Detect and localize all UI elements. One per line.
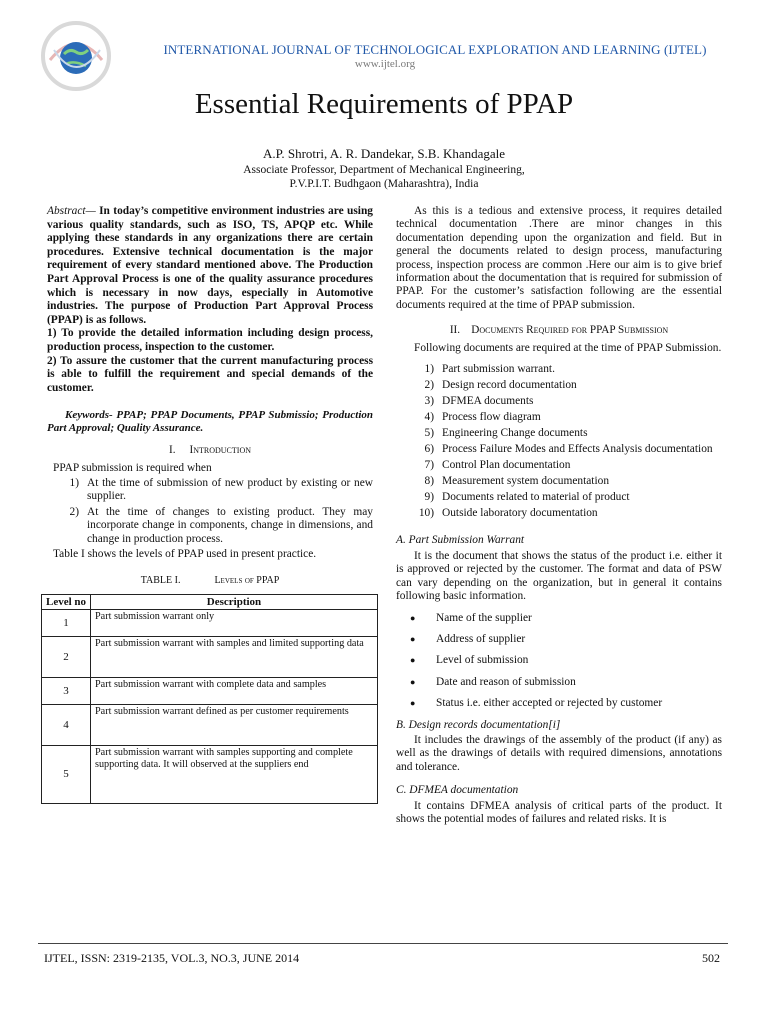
affiliation-line-1: Associate Professor, Department of Mechanical Engineering,	[243, 164, 525, 176]
description-cell: Part submission warrant with samples supporting and complete supporting data. It will observed at the suppliers end	[91, 746, 378, 804]
list-number: 8)	[424, 475, 434, 488]
right-intro-text: As this is a tedious and extensive process, it requires detailed technical documentation .There are minor changes in this documentation depending upon the organization and field. But in general the documents related to design process, manufacturing process, inspection process are common .Here our aim is to give brief information about the documentation that is required for submission of PPAP. For the customer’s satisfaction following are the essential documents required at the time of PPAP submission.	[396, 205, 722, 311]
documents-list	[396, 363, 722, 520]
table-row	[42, 705, 378, 746]
bullet-icon: ●	[410, 612, 416, 623]
footer-citation: IJTEL, ISSN: 2319-2135, VOL.3, NO.3, JUNE 2014	[44, 951, 300, 965]
psw-bullets	[396, 612, 722, 711]
page-number: 502	[702, 951, 720, 965]
description-cell: Part submission warrant only	[91, 610, 378, 637]
list-text: Outside laboratory documentation	[442, 507, 598, 520]
footer-divider	[38, 943, 728, 944]
level-cell: 5	[42, 746, 91, 804]
section-number: I.	[168, 444, 176, 457]
list-text: Control Plan documentation	[442, 459, 571, 472]
list-item	[396, 395, 722, 408]
list-text: DFMEA documents	[442, 395, 534, 408]
bullet-item	[396, 612, 722, 625]
table-title: Levels of PPAP	[214, 575, 280, 587]
psw-text: It is the document that shows the status of the product i.e. either it is approved or rejected by the customer. The format and data of PSW can vary depending on the organization, but in general it contains following basic information.	[396, 549, 722, 603]
table-row	[42, 637, 378, 678]
abstract	[47, 205, 373, 395]
list-item	[396, 475, 722, 488]
bullet-text: Level of submission	[436, 654, 529, 667]
list-number: 6)	[424, 443, 434, 456]
subheading-design-records: B. Design records documentation[i]	[396, 718, 561, 731]
authors: A.P. Shrotri, A. R. Dandekar, S.B. Khandagale	[262, 146, 506, 161]
left-column	[47, 205, 373, 804]
documents-intro: Following documents are required at the time of PPAP Submission.	[414, 341, 722, 354]
list-number: 5)	[424, 427, 434, 440]
section-number: II.	[449, 324, 461, 337]
section-heading-introduction	[47, 444, 373, 458]
level-cell: 1	[42, 610, 91, 637]
description-cell: Part submission warrant with complete data and samples	[91, 678, 378, 705]
list-text: Documents related to material of product	[442, 491, 630, 504]
list-item	[396, 379, 722, 392]
list-item	[396, 443, 722, 456]
description-cell: Part submission warrant with samples and limited supporting data	[91, 637, 378, 678]
header-description: Description	[91, 594, 378, 609]
list-text: At the time of changes to existing product. They may incorporate change in components, change in dimensions, and change in production process.	[87, 505, 373, 545]
bullet-text: Address of supplier	[436, 632, 526, 645]
list-number: 1)	[424, 363, 434, 376]
list-number: 9)	[424, 491, 434, 504]
list-number: 2)	[69, 505, 79, 518]
subheading-part-submission-warrant: A. Part Submission Warrant	[396, 534, 525, 547]
abstract-body	[47, 205, 373, 327]
list-item	[396, 507, 722, 520]
bullet-item	[396, 697, 722, 710]
table-caption	[47, 574, 373, 588]
journal-globe-logo-icon	[40, 20, 112, 92]
bullet-item	[396, 654, 722, 667]
level-cell: 2	[42, 637, 91, 678]
table-number: TABLE I.	[140, 575, 181, 587]
header-level: Level no	[42, 594, 91, 609]
keywords: Keywords- PPAP; PPAP Documents, PPAP Submissio; Production Part Approval; Quality Assurance.	[47, 409, 373, 435]
table-reference: Table I shows the levels of PPAP used in present practice.	[53, 548, 317, 561]
bullet-item	[396, 633, 722, 646]
list-text: Measurement system documentation	[442, 475, 610, 488]
bullet-icon: ●	[410, 633, 416, 644]
table-row	[42, 678, 378, 705]
level-cell: 3	[42, 678, 91, 705]
table-row	[42, 746, 378, 804]
intro-list	[47, 477, 373, 547]
section-heading-documents	[396, 324, 722, 337]
list-text: Process flow diagram	[442, 411, 541, 424]
abstract-text: In today’s competitive environment industries are using various quality standards, such as ISO, TS, APQP etc. While applying these standards in any organizations there are certain procedures. Extensive technical documentation is the major requirement of every standard mentioned above. The Production Part Approval Process is one of the quality assurance procedures which is necessary in now days, especially in Automotive industries. The purpose of Production Part Approval Process (PPAP) is as follows.	[47, 205, 373, 326]
list-item	[47, 506, 373, 547]
list-item	[396, 411, 722, 424]
list-number: 1)	[69, 476, 79, 489]
bullet-icon: ●	[410, 676, 416, 687]
list-item	[396, 491, 722, 504]
list-item	[396, 459, 722, 472]
affiliation-line-2: P.V.P.I.T. Budhgaon (Maharashtra), India	[289, 178, 479, 190]
level-cell: 4	[42, 705, 91, 746]
table-row	[42, 610, 378, 637]
list-number: 4)	[424, 411, 434, 424]
bullet-icon: ●	[410, 698, 416, 709]
subheading-dfmea: C. DFMEA documentation	[396, 784, 519, 797]
paper-title: Essential Requirements of PPAP	[194, 88, 574, 120]
table-header-row	[42, 594, 378, 609]
bullet-icon: ●	[410, 655, 416, 666]
abstract-lead: Abstract—	[47, 205, 96, 217]
list-number: 10)	[418, 507, 434, 520]
list-text: At the time of submission of new product by existing or new supplier.	[87, 476, 373, 503]
journal-name: INTERNATIONAL JOURNAL OF TECHNOLOGICAL EXPLORATION AND LEARNING (IJTEL)	[163, 42, 707, 57]
abstract-point-2: 2) To assure the customer that the current manufacturing process is able to fulfill the requirement and special demands of the customer.	[47, 354, 373, 394]
description-cell: Part submission warrant defined as per customer requirements	[91, 705, 378, 746]
right-column	[396, 205, 722, 826]
list-item	[47, 477, 373, 504]
list-number: 3)	[424, 395, 434, 408]
dfmea-text: It contains DFMEA analysis of critical parts of the product. It shows the potential modes of failures and related risks. It is	[396, 799, 722, 825]
bullet-text: Date and reason of submission	[436, 675, 576, 688]
list-item	[396, 427, 722, 440]
abstract-point-1: 1) To provide the detailed information including design process, production process, inspection to the customer.	[47, 327, 373, 353]
list-item	[396, 363, 722, 376]
bullet-text: Status i.e. either accepted or rejected by customer	[436, 697, 663, 710]
list-text: Engineering Change documents	[442, 427, 588, 440]
section-title: Introduction	[189, 444, 251, 457]
list-number: 7)	[424, 459, 434, 472]
section-title: Documents Required for PPAP Submission	[471, 324, 669, 337]
journal-url[interactable]: www.ijtel.org	[354, 58, 416, 70]
levels-table	[41, 594, 378, 804]
bullet-item	[396, 676, 722, 689]
design-records-text: It includes the drawings of the assembly of the product (if any) as well as the drawings of details with required dimensions, annotations and tolerance.	[396, 733, 722, 773]
list-number: 2)	[424, 379, 434, 392]
list-text: Design record documentation	[442, 379, 577, 392]
list-text: Process Failure Modes and Effects Analysis documentation	[442, 443, 713, 456]
bullet-text: Name of the supplier	[436, 611, 532, 624]
intro-text: PPAP submission is required when	[53, 461, 212, 474]
list-text: Part submission warrant.	[442, 363, 555, 376]
